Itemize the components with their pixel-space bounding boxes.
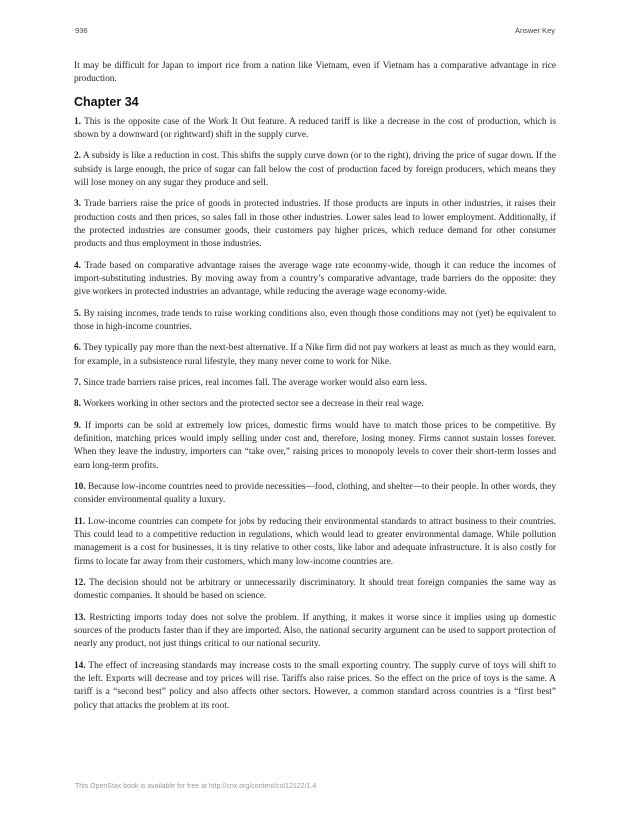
answer-number: 10. [74, 481, 86, 492]
answer-text: Low-income countries can compete for jobs by reducing their environmental standards to attract business to their countries. This could lead to a competitive reduction in regulations, which would lead to greater environmental damage. While pollution management is a cost for businesses, it is tiny relative to other costs, like labor and adequate infrastructure. It is also costly for firms to locate far away from their customers, which many low-income countries are. [74, 516, 556, 567]
answer-number: 1. [74, 116, 82, 127]
answer-text: If imports can be sold at extremely low prices, domestic firms would have to match those prices to be competitive. By definition, matching prices would imply selling under cost and, therefore, losing money. Firms cannot sustain losses forever. When they leave the industry, importers can “take over,” raising prices to monopoly levels to cover their short-term losses and earn long-term profits. [74, 420, 556, 471]
answer-number: 7. [74, 377, 82, 388]
answer-text: Trade based on comparative advantage raises the average wage rate economy-wide, though it can reduce the incomes of import-substituting industries. By moving away from a country’s comparative advantage, trade barriers do the opposite: they give workers in protected industries an advantage, while reducing the average wage economy-wide. [74, 260, 556, 298]
answer-13 [74, 612, 556, 652]
answer-number: 6. [74, 343, 82, 354]
answer-5 [74, 308, 556, 335]
answer-number: 5. [74, 308, 82, 319]
answer-text: By raising incomes, trade tends to raise working conditions also, even though those conditions may not (yet) be equivalent to those in high-income countries. [74, 308, 556, 332]
answer-number: 8. [74, 399, 82, 410]
answer-4 [74, 260, 556, 300]
running-header: Answer Key [514, 26, 555, 35]
answer-7 [74, 377, 556, 390]
answer-3 [74, 198, 556, 251]
answer-text: A subsidy is like a reduction in cost. This shifts the supply curve down (or to the right), driving the price of sugar down. If the subsidy is large enough, the price of sugar can fall below the cost of production faced by foreign producers, which means they will lose money on any sugar they produce and sell. [74, 151, 556, 188]
answer-text: Trade barriers raise the price of goods in protected industries. If those products are inputs in other industries, it raises their production costs and then prices, so sales fall in those other industries. Lower sales lead to lower employment. Additionally, if the protected industries are consumer goods, their customers pay higher prices, which reduce demand for other consumer products and thus employment in those industries. [74, 199, 556, 250]
answer-11 [74, 516, 556, 569]
answer-number: 12. [74, 577, 86, 588]
answer-text: The decision should not be arbitrary or unnecessarily discriminatory. It should treat foreign companies the same way as domestic companies. It should be based on science. [74, 577, 556, 602]
answer-text: Since trade barriers raise prices, real incomes fall. The average worker would also earn less. [81, 377, 427, 388]
answer-text: Because low-income countries need to provide necessities—food, clothing, and shelter—to their people. In other words, they consider environmental quality a luxury. [74, 481, 556, 506]
intro-paragraph: It may be difficult for Japan to import rice from a nation like Vietnam, even if Vietnam has a comparative advantage in rice production. [74, 61, 556, 85]
answer-9 [74, 420, 556, 473]
answer-number: 14. [74, 660, 86, 671]
answer-number: 2. [74, 151, 82, 162]
answer-12 [74, 577, 556, 604]
answer-number: 9. [74, 420, 82, 431]
answer-2 [74, 150, 556, 190]
answer-text: Workers working in other sectors and the protected sector see a decrease in their real wage. [81, 399, 424, 410]
answer-number: 11. [74, 516, 86, 527]
answer-6 [74, 342, 556, 369]
answer-number: 3. [74, 199, 82, 210]
answer-text: Restricting imports today does not solve the problem. If anything, it makes it worse since it implies using up domestic sources of the products faster than if they are imported. Also, the national security argument can be used to support protection of nearly any product, not just things critical to our national security. [74, 612, 556, 650]
page-footer: This OpenStax book is available for free at http://cnx.org/content/col12122/1.4 [75, 783, 317, 790]
answer-number: 4. [74, 260, 82, 271]
page-number: 936 [75, 26, 88, 35]
answer-1 [74, 116, 556, 143]
answer-text: This is the opposite case of the Work It Out feature. A reduced tariff is like a decrease in the cost of production, which is shown by a downward (or rightward) shift in the supply curve. [74, 116, 556, 140]
page-content [74, 60, 556, 721]
answer-10 [74, 481, 556, 508]
answer-number: 13. [74, 612, 86, 623]
answer-14 [74, 660, 556, 713]
answer-8 [74, 398, 556, 411]
chapter-heading: Chapter 34 [74, 94, 139, 109]
answer-text: They typically pay more than the next-best alternative. If a Nike firm did not pay workers at least as much as they would earn, for example, in a subsistence rural lifestyle, they many never come to work for Nike. [74, 343, 556, 367]
answer-text: The effect of increasing standards may increase costs to the small exporting country. The supply curve of toys will shift to the left. Exports will decrease and toy prices will rise. Tariffs also raise prices. So the effect on the price of toys is the same. A tariff is a “second best” policy and also affects other sectors. However, a common standard across countries is a “first best” policy that attacks the problem at its root. [74, 660, 556, 711]
